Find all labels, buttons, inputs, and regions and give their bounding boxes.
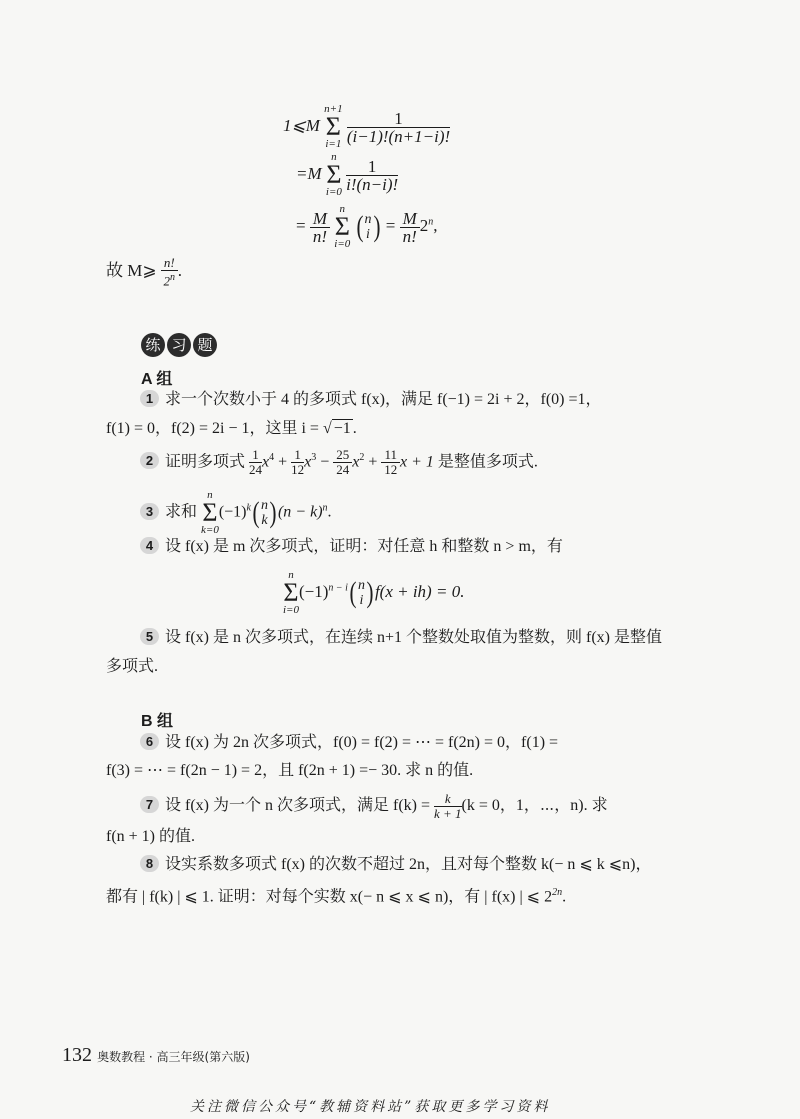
exponent: 2: [359, 452, 365, 463]
fraction: [381, 448, 400, 477]
denominator: k + 1: [434, 806, 462, 821]
section-title: [141, 333, 219, 357]
problem-number: 4: [140, 537, 159, 554]
sum-upper: n: [207, 489, 213, 501]
page-number: 132: [62, 1044, 92, 1066]
summation: n Σ i=0: [325, 151, 342, 198]
numerator: k: [434, 792, 462, 807]
conclusion-prefix: 故 M⩾: [106, 261, 157, 281]
problem-8: [140, 855, 651, 875]
binom-top: n: [357, 578, 365, 593]
operator: +: [278, 453, 288, 471]
problem-text: f(1) = 0，f(2) = 2i − 1，这里 i =: [106, 420, 323, 437]
equals-sign: =: [296, 215, 306, 235]
binomial: ( n k ): [252, 496, 277, 529]
power-base: 2: [419, 215, 429, 235]
derivation-lhs: 1⩽M: [283, 115, 320, 135]
denominator: 12: [291, 462, 305, 478]
sum-lower: i=0: [334, 238, 351, 250]
problem-text: 证明多项式: [165, 453, 246, 471]
binom-bottom: i: [359, 593, 364, 608]
denominator: 24: [249, 462, 263, 478]
denominator: n!: [312, 226, 328, 246]
problem-4-formula: [283, 570, 464, 616]
operator: +: [368, 453, 378, 471]
binom-top: n: [364, 212, 372, 227]
denominator: 12: [384, 462, 398, 478]
problem-text: 设实系数多项式 f(x) 的次数不超过 2n，且对每个整数 k(− n ⩽ k ⩽n)，: [165, 856, 652, 873]
exponent: n: [428, 216, 434, 228]
fraction: [310, 210, 330, 245]
exponent: n: [322, 502, 328, 514]
summation: n Σ i=0: [283, 569, 299, 616]
numerator: 1: [346, 158, 398, 176]
problem-6-line-2: f(3) = ⋯ = f(2n − 1) = 2，且 f(2n + 1) =− 30. 求 n 的值.: [106, 762, 474, 779]
denominator: i!(n−i)!: [346, 174, 399, 194]
exponent: 4: [269, 452, 275, 463]
problem-number: 2: [140, 452, 159, 469]
problem-3: [140, 490, 332, 536]
problem-text: 都有 | f(k) | ⩽ 1. 证明：对每个实数 x(− n ⩽ x ⩽ n)，有 | f(x) | ⩽ 2: [106, 888, 553, 906]
fraction: [333, 448, 352, 477]
group-a-heading: A 组: [141, 371, 173, 388]
summation: n Σ k=0: [201, 489, 219, 536]
numerator: M: [310, 210, 330, 228]
binomial: ( n i ): [349, 576, 374, 609]
problem-6: [140, 733, 558, 753]
fraction: [161, 256, 178, 288]
book-title: 奥数教程 · 高三年级(第六版): [97, 1050, 250, 1064]
period: .: [327, 503, 332, 521]
section-title-char: 题: [193, 333, 217, 357]
problem-text: 是整值多项式.: [437, 453, 538, 471]
derivation-line-3: [296, 204, 438, 250]
exponent: n − i: [328, 582, 348, 594]
denominator: n!: [402, 226, 417, 246]
summation: n Σ i=0: [334, 203, 351, 250]
sqrt-radicand: −1: [333, 420, 351, 437]
problem-5: [140, 628, 662, 648]
fraction: [291, 448, 304, 477]
numerator: 1: [249, 448, 262, 463]
sum-upper: n: [339, 203, 345, 215]
denominator: (i−1)!(n+1−i)!: [346, 126, 451, 146]
operator: −: [320, 453, 330, 471]
binomial: ( n i ): [356, 210, 380, 243]
variable: x: [304, 453, 312, 471]
exponent: 2n: [552, 887, 563, 898]
problem-number: 5: [140, 628, 159, 645]
denominator: 24: [336, 462, 350, 478]
problem-number: 1: [140, 390, 159, 407]
sum-lower: i=0: [283, 604, 299, 616]
sum-lower: i=0: [325, 186, 342, 198]
derivation-lhs: =M: [296, 163, 322, 183]
fraction: [346, 158, 398, 193]
sum-upper: n+1: [324, 103, 343, 115]
problem-number: 6: [140, 733, 159, 750]
problem-7: [140, 792, 608, 821]
problem-text: 设 f(x) 为一个 n 次多项式，满足 f(k) =: [165, 797, 430, 815]
factor: (−1): [298, 581, 329, 601]
group-b-heading: B 组: [141, 713, 174, 730]
problem-8-line-2: [106, 883, 566, 907]
fraction: [347, 110, 450, 145]
problem-7-line-2: f(n + 1) 的值.: [106, 828, 196, 845]
numerator: 11: [381, 448, 400, 463]
numerator: M: [400, 210, 420, 228]
problem-2: [140, 448, 538, 477]
problem-text: 设 f(x) 为 2n 次多项式，f(0) = f(2) = ⋯ = f(2n) = 0，f(1) =: [165, 734, 559, 751]
exponent: 3: [311, 452, 317, 463]
section-title-char: 习: [167, 333, 191, 357]
exponent: k: [246, 502, 251, 514]
factor: f(x + ih) = 0.: [374, 581, 465, 601]
problem-text: 设 f(x) 是 m 次多项式，证明：对任意 h 和整数 n > m，有: [165, 538, 563, 555]
problem-text: (k = 0，1，⋯，n). 求: [461, 797, 608, 815]
watermark-text: 关注微信公众号“教辅资料站”获取更多学习资料: [190, 1099, 551, 1115]
problem-text: 求和: [165, 503, 198, 521]
period: .: [352, 420, 357, 437]
problem-number: 3: [140, 503, 159, 520]
numerator: n!: [161, 256, 178, 271]
factor: (n − k): [277, 503, 323, 521]
problem-text: 设 f(x) 是 n 次多项式，在连续 n+1 个整数处取值为整数，则 f(x) 是整值: [165, 629, 662, 646]
derivation-line-1: [283, 104, 450, 150]
numerator: 1: [347, 110, 450, 128]
page-footer: [62, 1044, 250, 1067]
binom-top: n: [260, 498, 268, 513]
sum-lower: k=0: [201, 524, 219, 536]
derivation-line-2: [296, 152, 398, 198]
problem-1: [140, 390, 700, 410]
problem-number: 8: [140, 855, 159, 872]
fraction: [434, 792, 462, 821]
factor: (−1): [218, 503, 247, 521]
binom-bottom: k: [261, 513, 268, 528]
problem-4: [140, 537, 563, 557]
sum-lower: i=1: [325, 138, 342, 150]
problem-1-line-2: f(1) = 0，f(2) = 2i − 1，这里 i = √ −1 .: [106, 420, 357, 437]
conclusion-line: [106, 256, 182, 288]
numerator: 1: [291, 448, 304, 463]
numerator: 25: [333, 448, 352, 463]
period: .: [562, 888, 567, 906]
fraction: [400, 210, 420, 245]
problem-5-line-2: 多项式.: [106, 658, 159, 675]
equals-sign: =: [385, 215, 396, 235]
problem-number: 7: [140, 796, 159, 813]
expression: x + 1: [399, 453, 434, 471]
summation: n+1 Σ i=1: [324, 103, 343, 150]
comma: ,: [433, 215, 438, 235]
section-title-char: 练: [141, 333, 165, 357]
variable: x: [352, 453, 360, 471]
period: .: [177, 261, 182, 281]
sum-upper: n: [331, 151, 337, 163]
problem-text: 求一个次数小于 4 的多项式 f(x)，满足 f(−1) = 2i + 2，f(0) =1，: [165, 391, 602, 408]
fraction: [249, 448, 262, 477]
denominator: 2: [163, 273, 171, 289]
sum-upper: n: [288, 569, 294, 581]
variable: x: [262, 453, 270, 471]
binom-bottom: i: [366, 227, 370, 242]
exponent: n: [170, 272, 176, 283]
